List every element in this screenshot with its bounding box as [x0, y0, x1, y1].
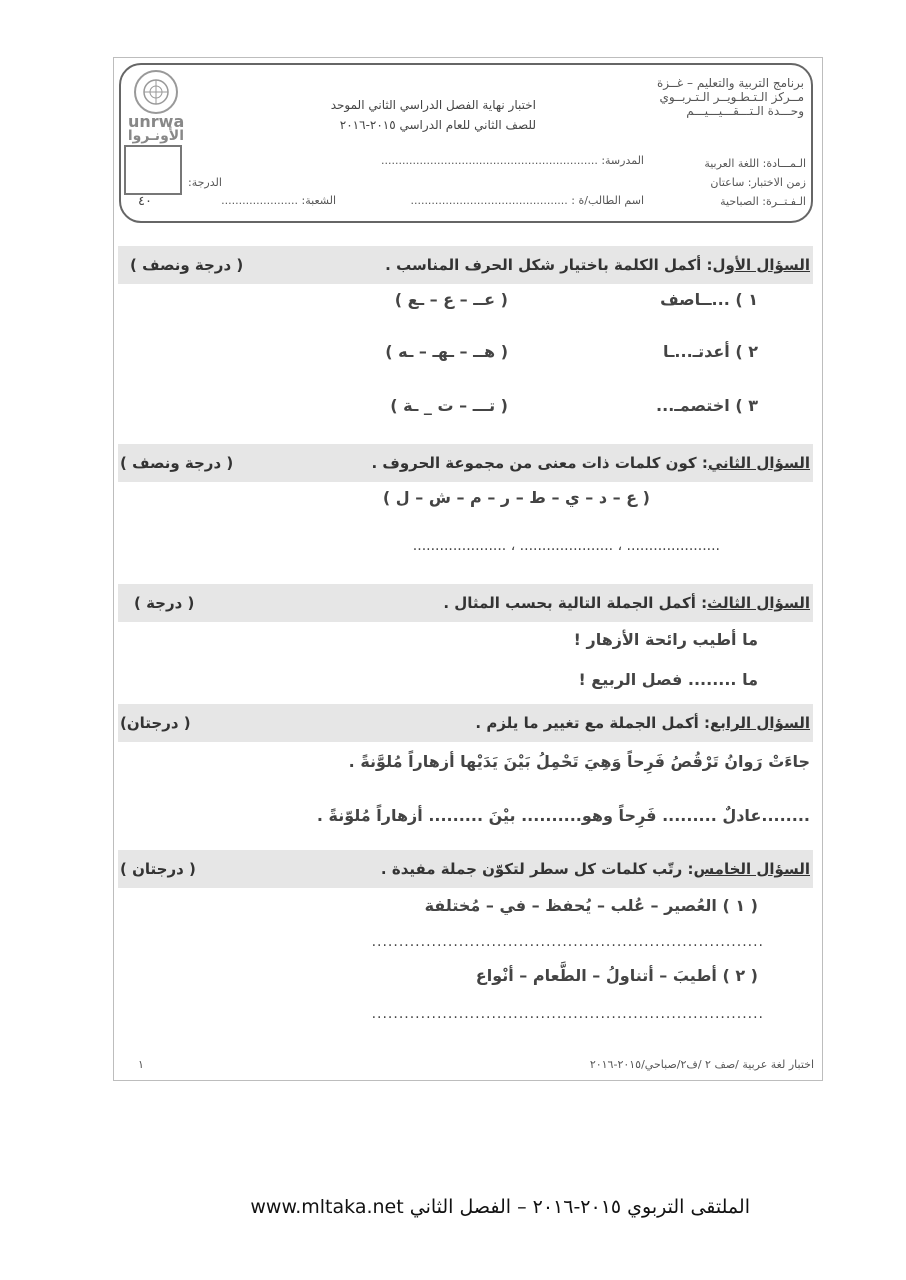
org-line-2: مــركز الـتـطـويــر الـتـربــوي: [659, 90, 804, 104]
grade-label: الدرجة:: [188, 176, 222, 189]
q5-item-1-answer: ........................................................................: [371, 934, 764, 950]
q1-item-2-word: ٢ ) أعدتـ...ـا: [662, 342, 758, 361]
q4-label: السؤال الرابع: [710, 714, 810, 732]
q3-marks: ( درجة ): [134, 594, 195, 612]
un-emblem-icon: [134, 70, 178, 114]
exam-code: اختبار لغة عربية /صف ٢ /ف٢/صباحي/٢٠١٥-٢٠١٦: [589, 1058, 814, 1071]
q1-marks: ( درجة ونصف ): [130, 256, 244, 274]
section-field: الشعبة: ......................: [221, 194, 336, 207]
duration-field: زمن الاختبار: ساعتان: [710, 176, 806, 189]
exam-title-block: [331, 98, 536, 132]
q2-text: : كون كلمات ذات معنى من مجموعة الحروف .: [371, 454, 708, 472]
period-field: الـفـتــرة: الصباحية: [720, 195, 806, 208]
q2-marks: ( درجة ونصف ): [120, 454, 234, 472]
exam-title: اختبار نهاية الفصل الدراسي الثاني الموحد: [330, 98, 536, 112]
q4-exercise: ........عادلٌ ......... فَرِحاً وهو.......... بيْنَ ......... أزهاراً مُلوّنةً .: [316, 806, 810, 825]
q1-item-2-options: ( هــ – ـهـ – ـه ): [385, 342, 508, 361]
site-footer: الملتقى التربوي ٢٠١٥-٢٠١٦ – الفصل الثاني www.mltaka.net: [250, 1196, 750, 1218]
school-field: المدرسة: ..............................................................: [381, 154, 644, 167]
org-line-1: برنامج التربية والتعليم – غــزة: [656, 76, 804, 90]
org-line-3: وحـــدة الـتـــقـــيـــيـــم: [686, 104, 804, 118]
q5-marks: ( درجتان ): [120, 860, 196, 878]
q1-title: [385, 256, 810, 274]
q1-item-1-options: ( عــ – ع – ـع ): [394, 290, 508, 309]
q5-text: : رتّب كلمات كل سطر لتكوّن جملة مفيدة .: [380, 860, 694, 878]
q5-label: السؤال الخامس: [693, 860, 810, 878]
q2-label: السؤال الثاني: [707, 454, 810, 472]
student-name-field: اسم الطالب/ة : .............................................: [410, 194, 644, 207]
q4-text: : أكمل الجملة مع تغيير ما يلزم .: [475, 714, 711, 732]
subject-field: الـمـــادة: اللغة العربية: [704, 157, 806, 170]
exam-subtitle: للصف الثاني للعام الدراسي ٢٠١٥-٢٠١٦: [339, 118, 536, 132]
q4-title: [475, 714, 810, 732]
q1-item-3-word: ٣ ) اختصمـ...: [656, 396, 758, 415]
q3-title: [443, 594, 810, 612]
q5-title: [381, 860, 810, 878]
unrwa-logo: [128, 70, 184, 144]
q1-text: : أكمل الكلمة باختيار شكل الحرف المناسب .: [385, 256, 713, 274]
q5-item-2-answer: ........................................................................: [371, 1006, 764, 1022]
q3-text: : أكمل الجملة التالية بحسب المثال .: [443, 594, 708, 612]
q2-answer-line: ..................... ، ..................... ، .....................: [412, 538, 720, 554]
q3-example: ما أطيب رائحة الأزهار !: [573, 630, 758, 649]
exam-meta: [704, 154, 806, 211]
q2-title: [372, 454, 811, 472]
q1-item-3-options: ( تـــ – ت _ ـة ): [390, 396, 508, 415]
q3-label: السؤال الثالث: [707, 594, 810, 612]
logo-arabic-text: الأونـروا: [127, 128, 184, 144]
grade-total: ٤٠: [138, 194, 152, 209]
q1-label: السؤال الأول: [712, 256, 810, 274]
q5-item-1-words: ( ١ ) العُصير – عُلب – يُحفظ – في – مُختلفة: [424, 896, 758, 915]
q4-marks: ( درجتان): [120, 714, 191, 732]
grade-box: [124, 145, 182, 195]
q5-item-2-words: ( ٢ ) أطيبَ – أتناولُ – الطَّعام – أنْواع: [475, 966, 758, 985]
logo-latin-text: unrwa: [128, 112, 185, 131]
q4-sentence: جاءَتْ رَوانُ تَرْقُصُ فَرِحاً وَهِيَ تَحْمِلُ بَيْنَ يَدَيْها أزهاراً مُلوَّنةً .: [348, 752, 810, 771]
q1-item-1-word: ١ ) ...ــاصف: [660, 290, 758, 309]
org-block: [657, 76, 804, 118]
page-number: ١: [138, 1058, 144, 1071]
q2-letters: ( ع – د – ي – ط – ر – م – ش – ل ): [382, 488, 650, 507]
q3-exercise: ما ........ فصل الربيع !: [578, 670, 758, 689]
